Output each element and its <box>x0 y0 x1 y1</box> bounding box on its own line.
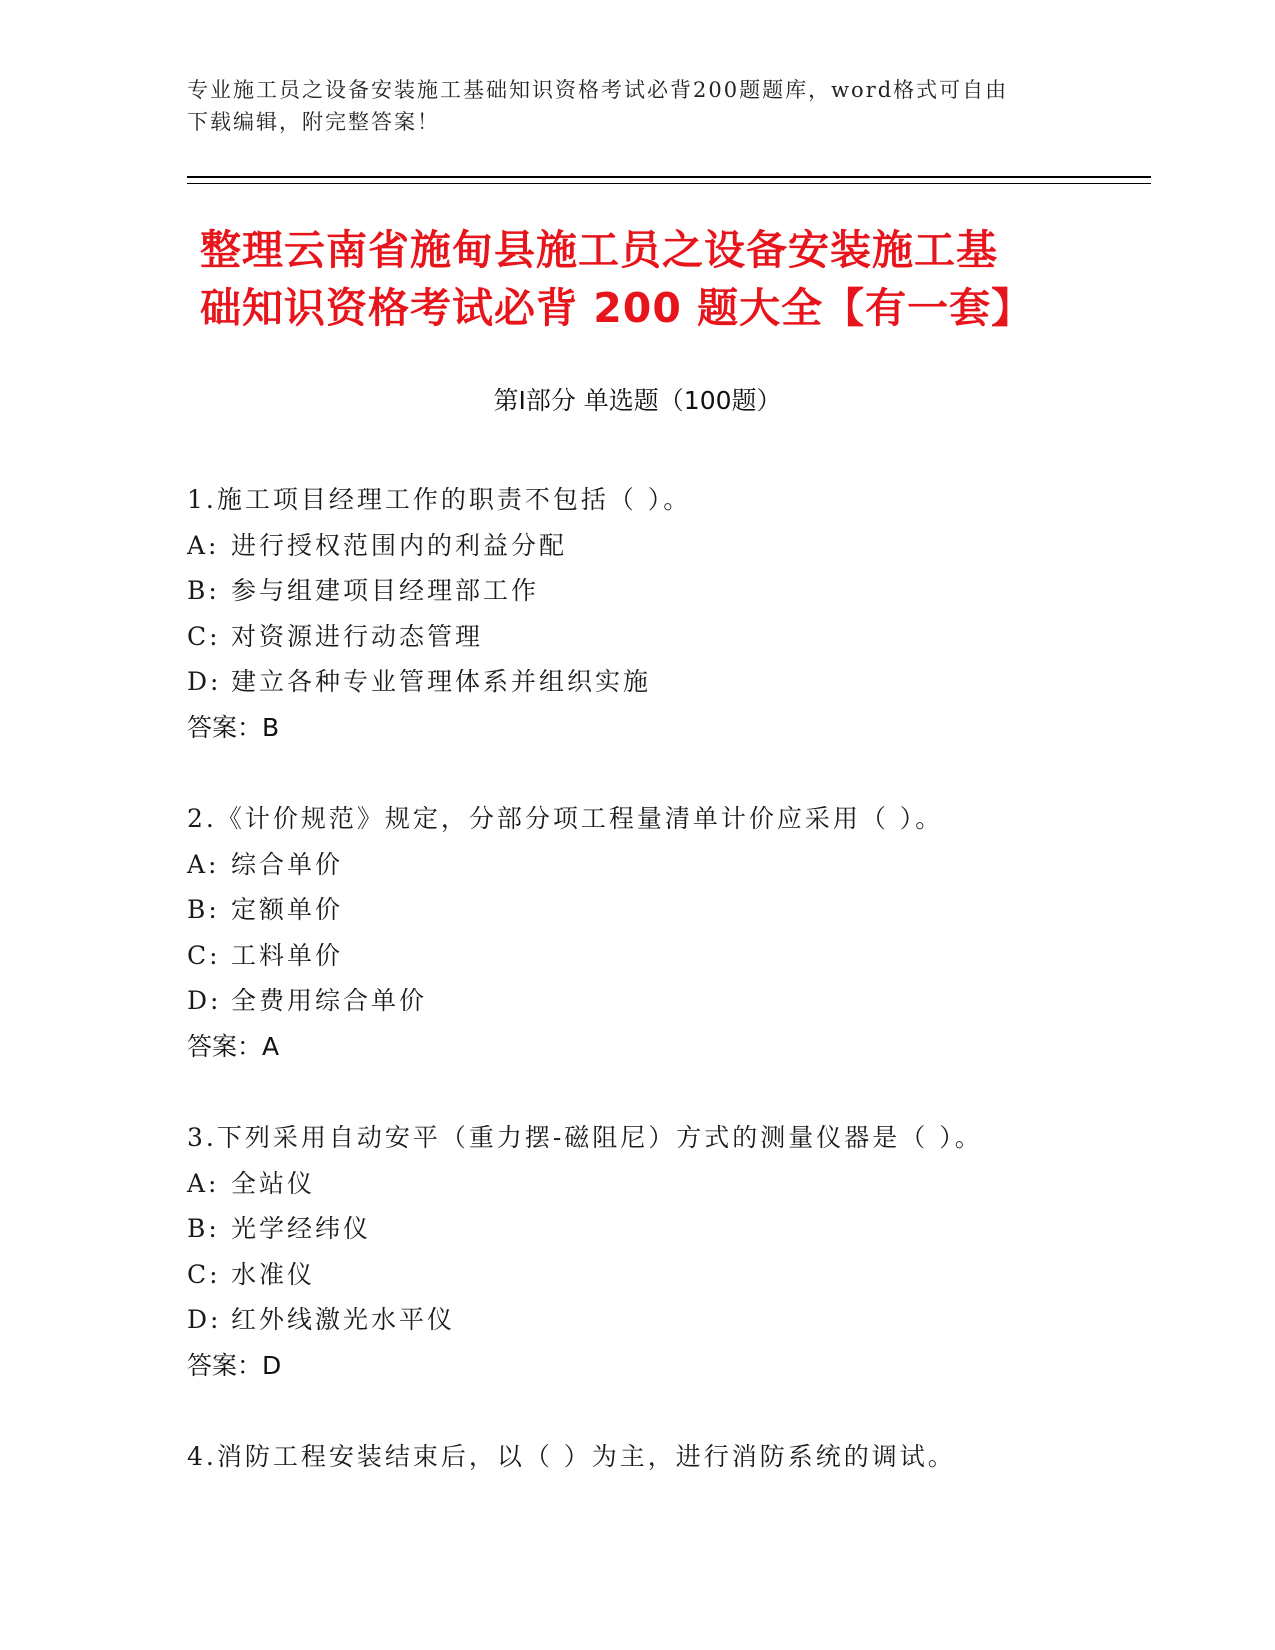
question-stem: 2.《计价规范》规定，分部分项工程量清单计价应采用（ ）。 <box>187 804 944 833</box>
option-key: B: <box>187 576 220 605</box>
option-key: A: <box>187 1168 220 1198</box>
question-2 <box>187 796 1087 1069</box>
answer-line: 答案：D <box>187 1350 282 1380</box>
option-a <box>187 523 1087 569</box>
option-text: 工料单价 <box>231 940 344 970</box>
option-c <box>187 933 1087 979</box>
header-divider-thick <box>187 176 1151 178</box>
option-text: 红外线激光水平仪 <box>231 1305 456 1334</box>
option-d <box>187 1297 1087 1343</box>
option-key: B: <box>187 1214 220 1243</box>
option-text: 综合单价 <box>231 849 344 879</box>
header-divider-thin <box>187 183 1151 184</box>
question-stem: 4.消防工程安装结束后，以（ ）为主，进行消防系统的调试。 <box>187 1442 956 1471</box>
option-text: 参与组建项目经理部工作 <box>231 576 540 605</box>
option-text: 全站仪 <box>231 1168 316 1198</box>
option-d <box>187 978 1087 1024</box>
option-b <box>187 1206 1087 1252</box>
option-text: 对资源进行动态管理 <box>231 621 484 651</box>
option-key: B: <box>187 895 220 924</box>
question-4 <box>187 1434 1087 1480</box>
option-text: 全费用综合单价 <box>231 986 428 1015</box>
header-note-line-1: 专业施工员之设备安装施工基础知识资格考试必背200题题库，word格式可自由 <box>187 78 1009 102</box>
option-key: D: <box>187 1305 222 1334</box>
answer-line: 答案：B <box>187 712 280 742</box>
option-key: D: <box>187 667 222 696</box>
option-a <box>187 842 1087 888</box>
option-text: 定额单价 <box>231 895 344 924</box>
option-a <box>187 1161 1087 1207</box>
option-key: A: <box>187 530 220 560</box>
option-text: 水准仪 <box>231 1259 316 1289</box>
option-key: C: <box>187 1259 221 1289</box>
question-list <box>187 477 1087 1526</box>
question-1 <box>187 477 1087 750</box>
section-heading: 第Ⅰ部分 单选题（100题） <box>493 386 782 415</box>
option-c <box>187 614 1087 660</box>
option-text: 进行授权范围内的利益分配 <box>231 530 568 560</box>
option-key: C: <box>187 621 221 651</box>
option-key: D: <box>187 986 222 1015</box>
header-note <box>187 74 1087 138</box>
option-b <box>187 568 1087 614</box>
header-note-line-2: 下载编辑，附完整答案！ <box>187 110 440 134</box>
option-text: 光学经纬仪 <box>231 1214 372 1243</box>
option-key: A: <box>187 849 220 879</box>
document-title-line-1: 整理云南省施甸县施工员之设备安装施工基 <box>200 226 998 274</box>
option-text: 建立各种专业管理体系并组织实施 <box>231 667 652 696</box>
question-3 <box>187 1115 1087 1388</box>
question-stem: 3.下列采用自动安平（重力摆-磁阻尼）方式的测量仪器是（ ）。 <box>187 1123 983 1152</box>
option-key: C: <box>187 940 221 970</box>
option-b <box>187 887 1087 933</box>
question-stem: 1.施工项目经理工作的职责不包括（ ）。 <box>187 485 692 514</box>
document-title-line-2: 础知识资格考试必背 200 题大全【有一套】 <box>200 284 1034 332</box>
document-title <box>200 221 1100 337</box>
option-d <box>187 659 1087 705</box>
answer-line: 答案：A <box>187 1031 280 1061</box>
option-c <box>187 1252 1087 1298</box>
